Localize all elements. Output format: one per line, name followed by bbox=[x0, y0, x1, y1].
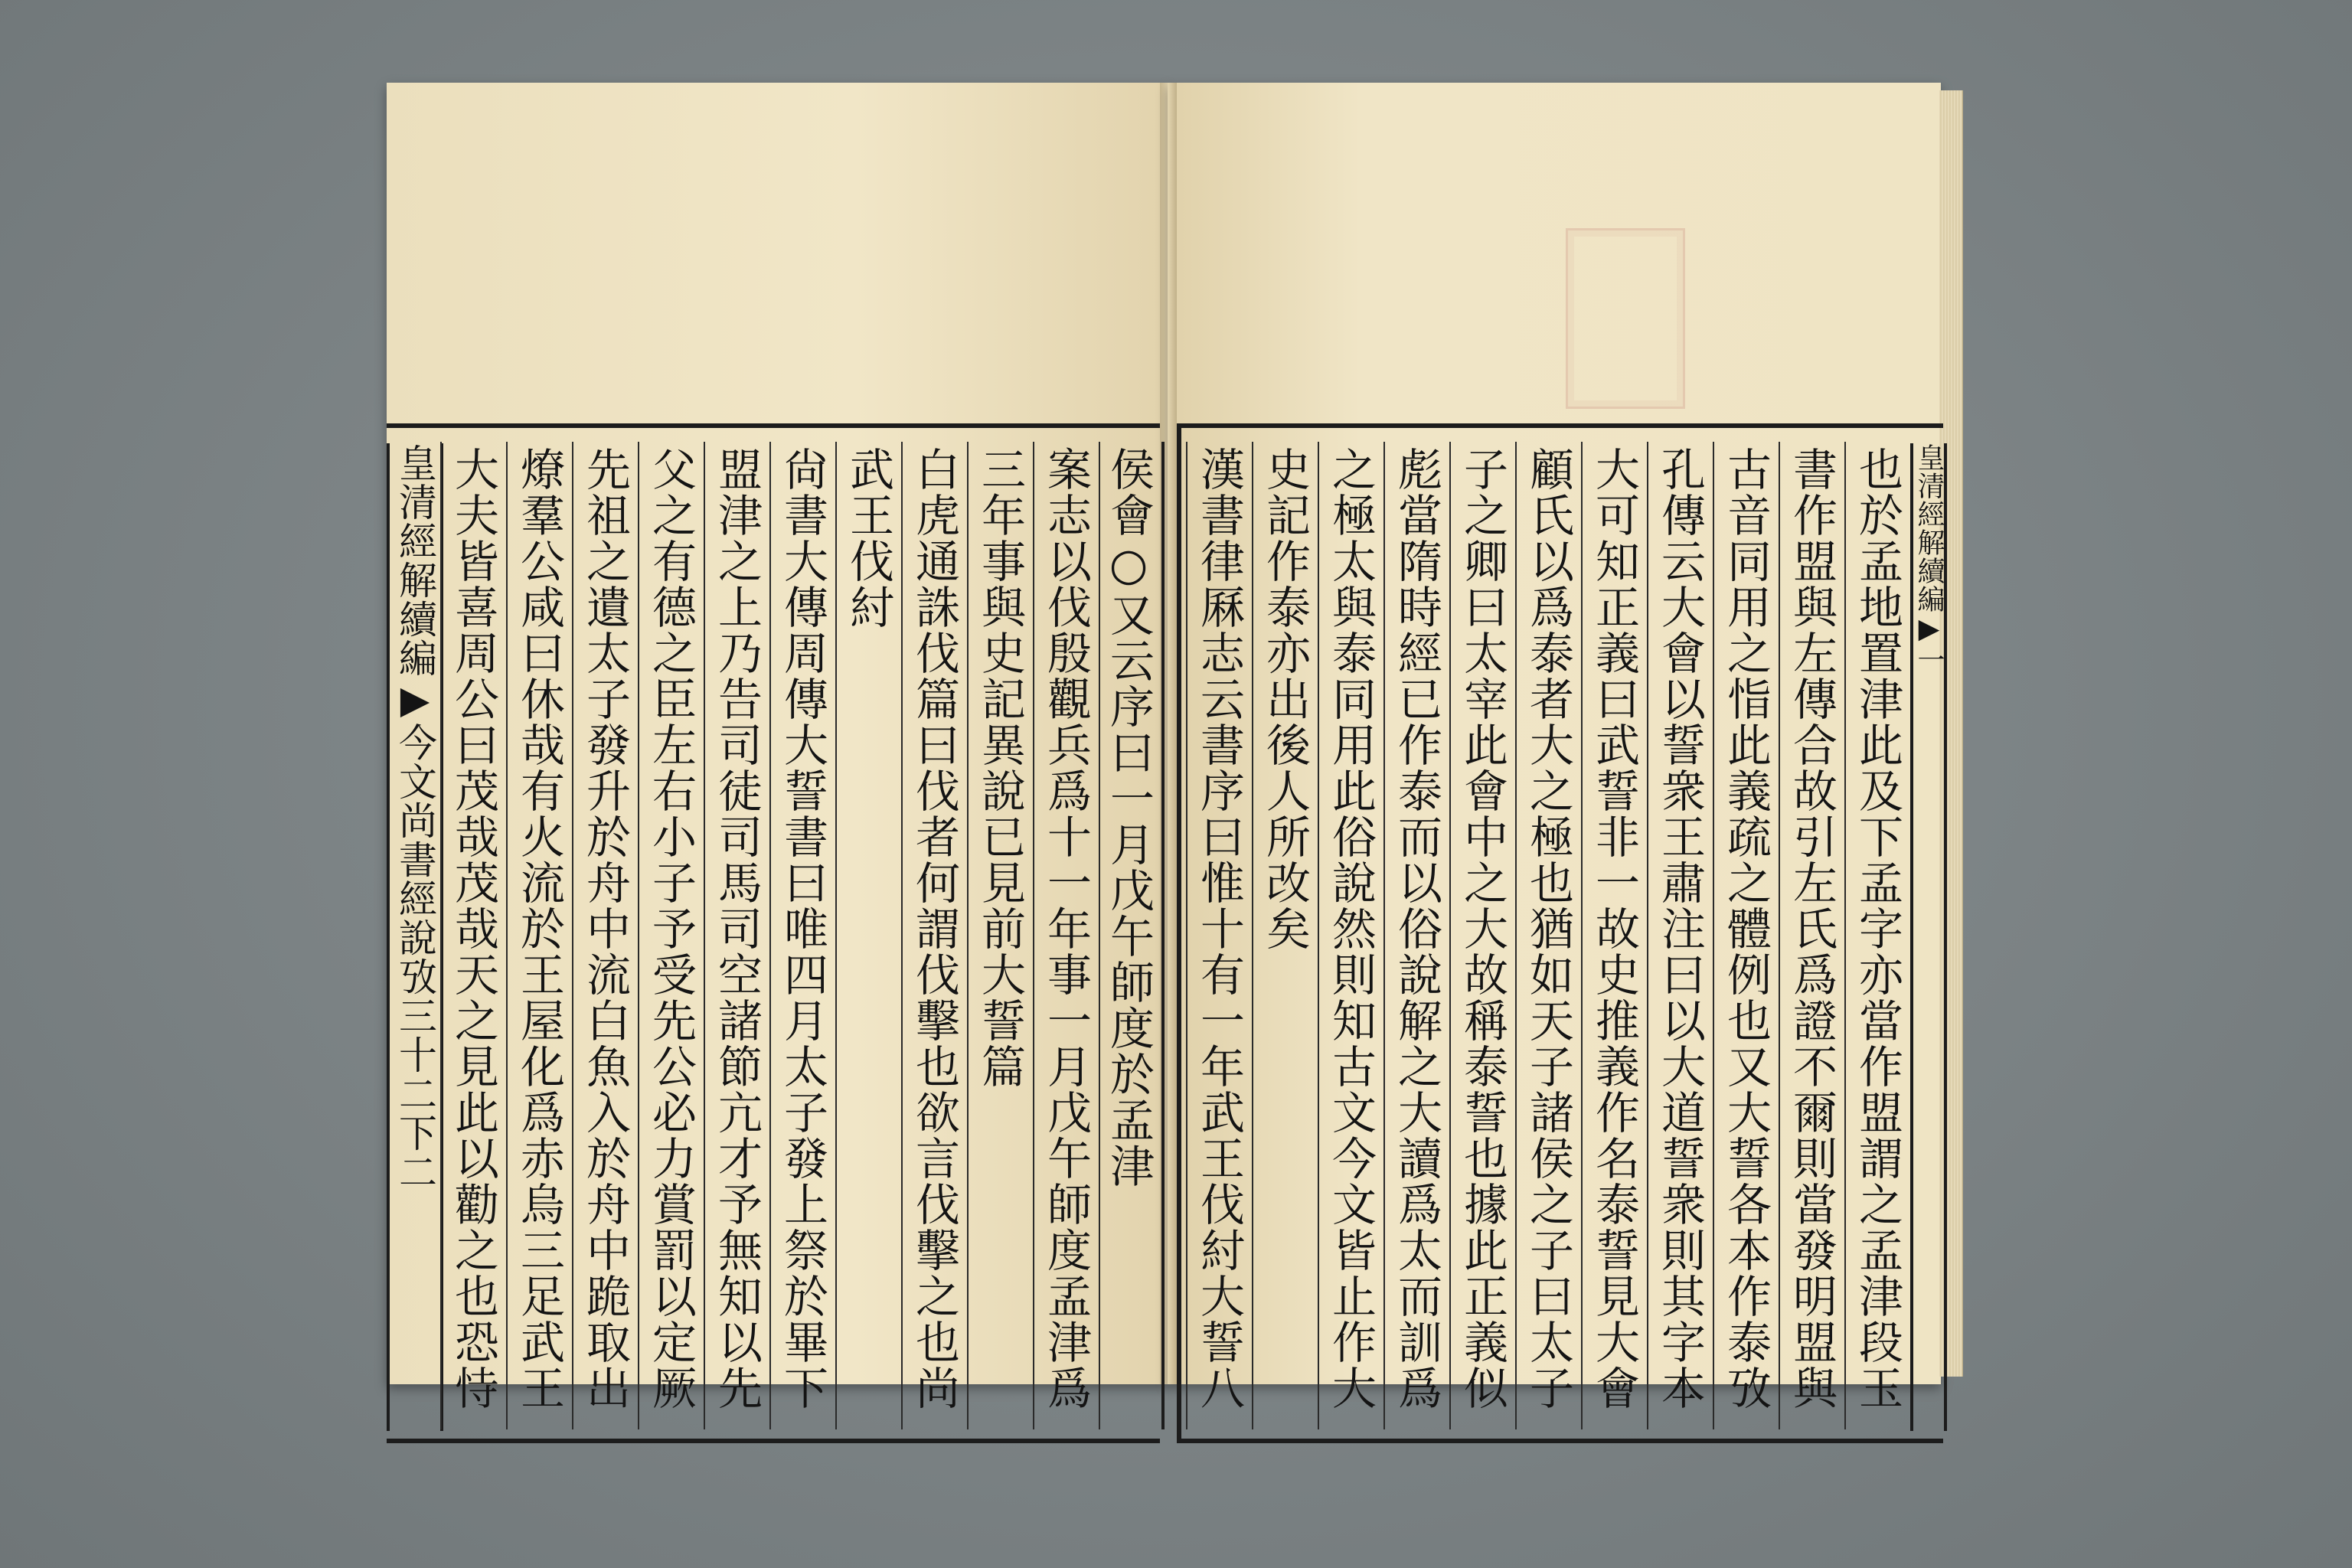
column-text: 先祖之遺太子發升於舟中流白魚入於舟中跪取出 bbox=[579, 446, 631, 1411]
column-text: 父之有德之臣左右小子予受先公必力賞罰以定厥 bbox=[645, 446, 697, 1411]
left-header-subtitle: 今文尚書經說攷三十二下 bbox=[393, 723, 437, 1152]
column-text: 子之卿曰太宰此會中之大故稱泰誓也據此正義似 bbox=[1456, 446, 1508, 1411]
left-page-frame bbox=[387, 423, 1160, 1443]
text-column bbox=[1252, 442, 1318, 1429]
text-column bbox=[1186, 442, 1252, 1429]
column-text: 燎羣公咸曰休哉有火流於王屋化爲赤烏三足武王 bbox=[513, 446, 565, 1411]
column-text: 武王伐紂 bbox=[842, 446, 894, 630]
right-header-title: 皇清經解續編 bbox=[1913, 443, 1945, 613]
text-column bbox=[638, 442, 704, 1429]
column-text: 古音同用之恉此義疏之體例也又大誓各本作泰攷 bbox=[1720, 446, 1772, 1411]
column-text: 也於孟地置津此及下孟字亦當作盟謂之孟津段玉 bbox=[1851, 446, 1903, 1411]
text-column bbox=[835, 442, 901, 1429]
column-text: 大夫皆喜周公曰茂哉茂哉天之見此以勸之也恐恃 bbox=[447, 446, 499, 1411]
right-leaf-number: 一 bbox=[1913, 645, 1945, 674]
left-page-header: 皇清經解續編▶今文尚書經說攷三十二下二 bbox=[393, 443, 437, 1191]
left-leaf-number: 二 bbox=[393, 1152, 437, 1191]
text-column bbox=[967, 442, 1033, 1429]
right-page-header-column bbox=[1910, 443, 1947, 1431]
column-text: 三年事與史記異說已見前大誓篇 bbox=[974, 446, 1026, 1089]
column-text: 漢書律厤志云書序曰惟十有一年武王伐紂大誓八 bbox=[1193, 446, 1245, 1411]
column-text: 白虎通誅伐篇曰伐者何謂伐擊也欲言伐擊之也尚 bbox=[908, 446, 960, 1411]
text-column bbox=[1713, 442, 1779, 1429]
text-column bbox=[440, 442, 506, 1429]
column-text: 案志以伐殷觀兵爲十一年事一月戊午師度孟津爲 bbox=[1040, 446, 1092, 1411]
right-page-header: 皇清經解續編▶一 bbox=[1913, 443, 1945, 674]
text-column bbox=[572, 442, 638, 1429]
text-column bbox=[901, 442, 967, 1429]
text-column bbox=[1844, 442, 1910, 1429]
column-text: 孔傳云大會以誓衆王肅注曰以大道誓衆則其字本 bbox=[1654, 446, 1706, 1411]
faded-seal-stamp bbox=[1566, 228, 1685, 409]
text-column bbox=[1033, 442, 1099, 1429]
column-text: 書作盟與左傳合故引左氏爲證不爾則當發明盟與 bbox=[1785, 446, 1838, 1411]
right-page-frame bbox=[1177, 423, 1943, 1443]
column-text: 之極太與泰同用此俗說然則知古文今文皆止作大 bbox=[1325, 446, 1377, 1411]
text-column bbox=[1449, 442, 1515, 1429]
open-book bbox=[387, 83, 1949, 1411]
text-column bbox=[1099, 442, 1165, 1429]
column-text: 盟津之上乃告司徒司馬司空諸節亢才予無知以先 bbox=[710, 446, 763, 1411]
column-text: 史記作泰亦出後人所改矣 bbox=[1259, 446, 1311, 952]
column-text: 尙書大傳周傳大誓書曰唯四月太子發上祭於畢下 bbox=[776, 446, 828, 1411]
text-column bbox=[1779, 442, 1844, 1429]
text-column bbox=[704, 442, 769, 1429]
column-text: 侯會○又云序曰一月戊午師度於孟津 bbox=[1102, 446, 1155, 1189]
column-text: 顧氏以爲泰者大之極也猶如天子諸侯之子曰太子 bbox=[1522, 446, 1574, 1411]
left-header-title: 皇清經解續編 bbox=[393, 443, 437, 678]
text-column bbox=[1383, 442, 1449, 1429]
text-column bbox=[1581, 442, 1647, 1429]
text-column bbox=[1515, 442, 1581, 1429]
text-column bbox=[769, 442, 835, 1429]
column-text: 彪當隋時經已作泰而以俗說解之大讀爲太而訓爲 bbox=[1390, 446, 1442, 1411]
text-column bbox=[1318, 442, 1383, 1429]
text-column bbox=[506, 442, 572, 1429]
column-text: 大可知正義曰武誓非一故史推義作名泰誓見大會 bbox=[1588, 446, 1640, 1411]
left-page-header-column bbox=[387, 443, 443, 1431]
text-column bbox=[1647, 442, 1713, 1429]
